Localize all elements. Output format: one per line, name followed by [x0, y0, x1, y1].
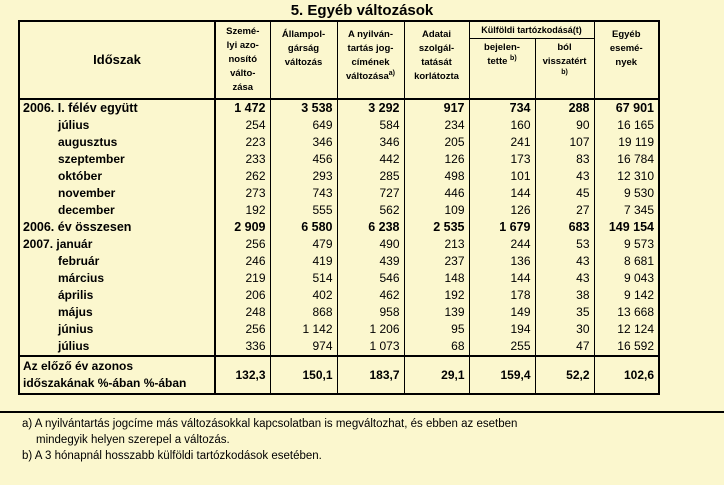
table-cell: 144	[469, 185, 535, 202]
table-cell: 479	[270, 236, 337, 253]
table-cell: 12 124	[594, 321, 659, 338]
row-label: 2006. I. félév együtt	[19, 99, 215, 117]
table-header	[19, 21, 659, 99]
table-cell: 237	[404, 253, 469, 270]
table-footer	[19, 356, 659, 394]
table-cell: 9 573	[594, 236, 659, 253]
footnotes	[0, 411, 724, 485]
table-cell: 178	[469, 287, 535, 304]
table-cell: 9 530	[594, 185, 659, 202]
row-label: december	[19, 202, 215, 219]
row-label: július	[19, 117, 215, 134]
table-cell: 68	[404, 338, 469, 356]
table-cell: 6 580	[270, 219, 337, 236]
table-cell: 45	[535, 185, 594, 202]
table-cell: 109	[404, 202, 469, 219]
footer-row-label: Az előző év azonos időszakának %-ában %-ában	[19, 356, 215, 394]
table-cell: 1 142	[270, 321, 337, 338]
table-cell: 7 345	[594, 202, 659, 219]
table-row	[19, 219, 659, 236]
table-cell: 139	[404, 304, 469, 321]
table-row	[19, 321, 659, 338]
table-cell: 256	[215, 321, 270, 338]
table-row	[19, 304, 659, 321]
table-cell: 262	[215, 168, 270, 185]
table-cell: 192	[404, 287, 469, 304]
table-cell: 248	[215, 304, 270, 321]
row-label: szeptember	[19, 151, 215, 168]
table-cell: 546	[337, 270, 404, 287]
table-cell: 149	[469, 304, 535, 321]
header-other: Egyéb esemé- nyek	[594, 21, 659, 99]
table-cell: 173	[469, 151, 535, 168]
header-citizenship: Állampol- gárság változás	[270, 21, 337, 99]
table-cell: 2 535	[404, 219, 469, 236]
table-cell: 256	[215, 236, 270, 253]
table-cell: 346	[270, 134, 337, 151]
row-label: augusztus	[19, 134, 215, 151]
table-cell: 219	[215, 270, 270, 287]
table-cell: 30	[535, 321, 594, 338]
header-abroad-report: bejelen- tette $^{b)}$	[469, 39, 535, 100]
table-row	[19, 117, 659, 134]
table-row	[19, 185, 659, 202]
table-cell: 2 909	[215, 219, 270, 236]
table-cell: 35	[535, 304, 594, 321]
row-label: július	[19, 338, 215, 356]
table-cell: 149 154	[594, 219, 659, 236]
table-cell: 9 142	[594, 287, 659, 304]
table-cell: 273	[215, 185, 270, 202]
row-label: március	[19, 270, 215, 287]
table-cell: 241	[469, 134, 535, 151]
row-label: május	[19, 304, 215, 321]
header-period: Időszak	[19, 21, 215, 99]
table-row	[19, 236, 659, 253]
table-cell: 446	[404, 185, 469, 202]
table-title: 5. Egyéb változások	[290, 2, 434, 19]
table-cell: 336	[215, 338, 270, 356]
table-cell: 136	[469, 253, 535, 270]
table-cell: 734	[469, 99, 535, 117]
table-cell: 67 901	[594, 99, 659, 117]
table-cell: 974	[270, 338, 337, 356]
table-cell: 562	[337, 202, 404, 219]
row-label: április	[19, 287, 215, 304]
table-cell: 192	[215, 202, 270, 219]
row-label: június	[19, 321, 215, 338]
footer-cell: 102,6	[594, 356, 659, 394]
table-cell: 53	[535, 236, 594, 253]
table-cell: 101	[469, 168, 535, 185]
row-label: 2007. január	[19, 236, 215, 253]
table-row	[19, 270, 659, 287]
header-abroad-group: Külföldi tartózkodásá(t)	[469, 21, 594, 39]
table-cell: 38	[535, 287, 594, 304]
table-body	[19, 99, 659, 356]
table-cell: 727	[337, 185, 404, 202]
footer-cell: 183,7	[337, 356, 404, 394]
table-cell: 144	[469, 270, 535, 287]
table-cell: 194	[469, 321, 535, 338]
table-cell: 285	[337, 168, 404, 185]
table-cell: 683	[535, 219, 594, 236]
table-cell: 3 292	[337, 99, 404, 117]
table-row	[19, 253, 659, 270]
header-personal-id: Szemé- lyi azo- nosító válto- zása	[215, 21, 270, 99]
table-cell: 90	[535, 117, 594, 134]
table-cell: 3 538	[270, 99, 337, 117]
table-cell: 462	[337, 287, 404, 304]
table-cell: 12 310	[594, 168, 659, 185]
table-cell: 206	[215, 287, 270, 304]
table-cell: 514	[270, 270, 337, 287]
table-row	[19, 99, 659, 117]
table-cell: 246	[215, 253, 270, 270]
table-cell: 148	[404, 270, 469, 287]
table-cell: 8 681	[594, 253, 659, 270]
table-cell: 16 784	[594, 151, 659, 168]
footnote-b: b) A 3 hónapnál hosszabb külföldi tartózkodások esetében.	[22, 450, 322, 462]
table-row	[19, 202, 659, 219]
table-cell: 288	[535, 99, 594, 117]
table-cell: 743	[270, 185, 337, 202]
table-cell: 126	[404, 151, 469, 168]
table-cell: 205	[404, 134, 469, 151]
table-cell: 293	[270, 168, 337, 185]
footnote-a: a) A nyilvántartás jogcíme más változásokkal kapcsolatban is megváltozhat, és ebben az esetben	[22, 418, 518, 430]
header-data-limit: Adatai szolgál- tatását korlátozta	[404, 21, 469, 99]
footnote-a-continued: mindegyik helyen szerepel a változás.	[36, 434, 230, 446]
table-cell: 490	[337, 236, 404, 253]
table-cell: 9 043	[594, 270, 659, 287]
table-cell: 47	[535, 338, 594, 356]
table-cell: 27	[535, 202, 594, 219]
footer-cell: 150,1	[270, 356, 337, 394]
footer-cell: 52,2	[535, 356, 594, 394]
table-cell: 584	[337, 117, 404, 134]
table-cell: 16 592	[594, 338, 659, 356]
row-label: 2006. év összesen	[19, 219, 215, 236]
row-label: október	[19, 168, 215, 185]
table-cell: 83	[535, 151, 594, 168]
data-table	[18, 20, 660, 395]
footer-cell: 29,1	[404, 356, 469, 394]
table-cell: 1 679	[469, 219, 535, 236]
table-cell: 1 206	[337, 321, 404, 338]
table-cell: 13 668	[594, 304, 659, 321]
table-cell: 958	[337, 304, 404, 321]
table-row	[19, 168, 659, 185]
table-cell: 107	[535, 134, 594, 151]
table-cell: 233	[215, 151, 270, 168]
row-label: február	[19, 253, 215, 270]
table-cell: 213	[404, 236, 469, 253]
table-row	[19, 338, 659, 356]
table-row	[19, 134, 659, 151]
table-cell: 346	[337, 134, 404, 151]
table-cell: 16 165	[594, 117, 659, 134]
table-cell: 244	[469, 236, 535, 253]
table-cell: 1 472	[215, 99, 270, 117]
table-cell: 255	[469, 338, 535, 356]
table-cell: 649	[270, 117, 337, 134]
table-cell: 555	[270, 202, 337, 219]
table-cell: 223	[215, 134, 270, 151]
table-cell: 254	[215, 117, 270, 134]
table-cell: 419	[270, 253, 337, 270]
table-cell: 95	[404, 321, 469, 338]
footer-cell: 159,4	[469, 356, 535, 394]
table-cell: 498	[404, 168, 469, 185]
table-cell: 439	[337, 253, 404, 270]
table-cell: 19 119	[594, 134, 659, 151]
table-cell: 917	[404, 99, 469, 117]
table-cell: 43	[535, 168, 594, 185]
table-cell: 43	[535, 270, 594, 287]
footer-cell: 132,3	[215, 356, 270, 394]
row-label: november	[19, 185, 215, 202]
table-row	[19, 287, 659, 304]
table-cell: 6 238	[337, 219, 404, 236]
table-cell: 402	[270, 287, 337, 304]
table-cell: 1 073	[337, 338, 404, 356]
table-cell: 456	[270, 151, 337, 168]
table-row	[19, 151, 659, 168]
header-registry: A nyilván- tartás jog- címének változása$^{a)}$	[337, 21, 404, 99]
table-cell: 126	[469, 202, 535, 219]
table-cell: 160	[469, 117, 535, 134]
table-cell: 43	[535, 253, 594, 270]
table-cell: 442	[337, 151, 404, 168]
table-cell: 868	[270, 304, 337, 321]
table-cell: 234	[404, 117, 469, 134]
header-abroad-return: ból visszatért $^{b)}$	[535, 39, 594, 100]
